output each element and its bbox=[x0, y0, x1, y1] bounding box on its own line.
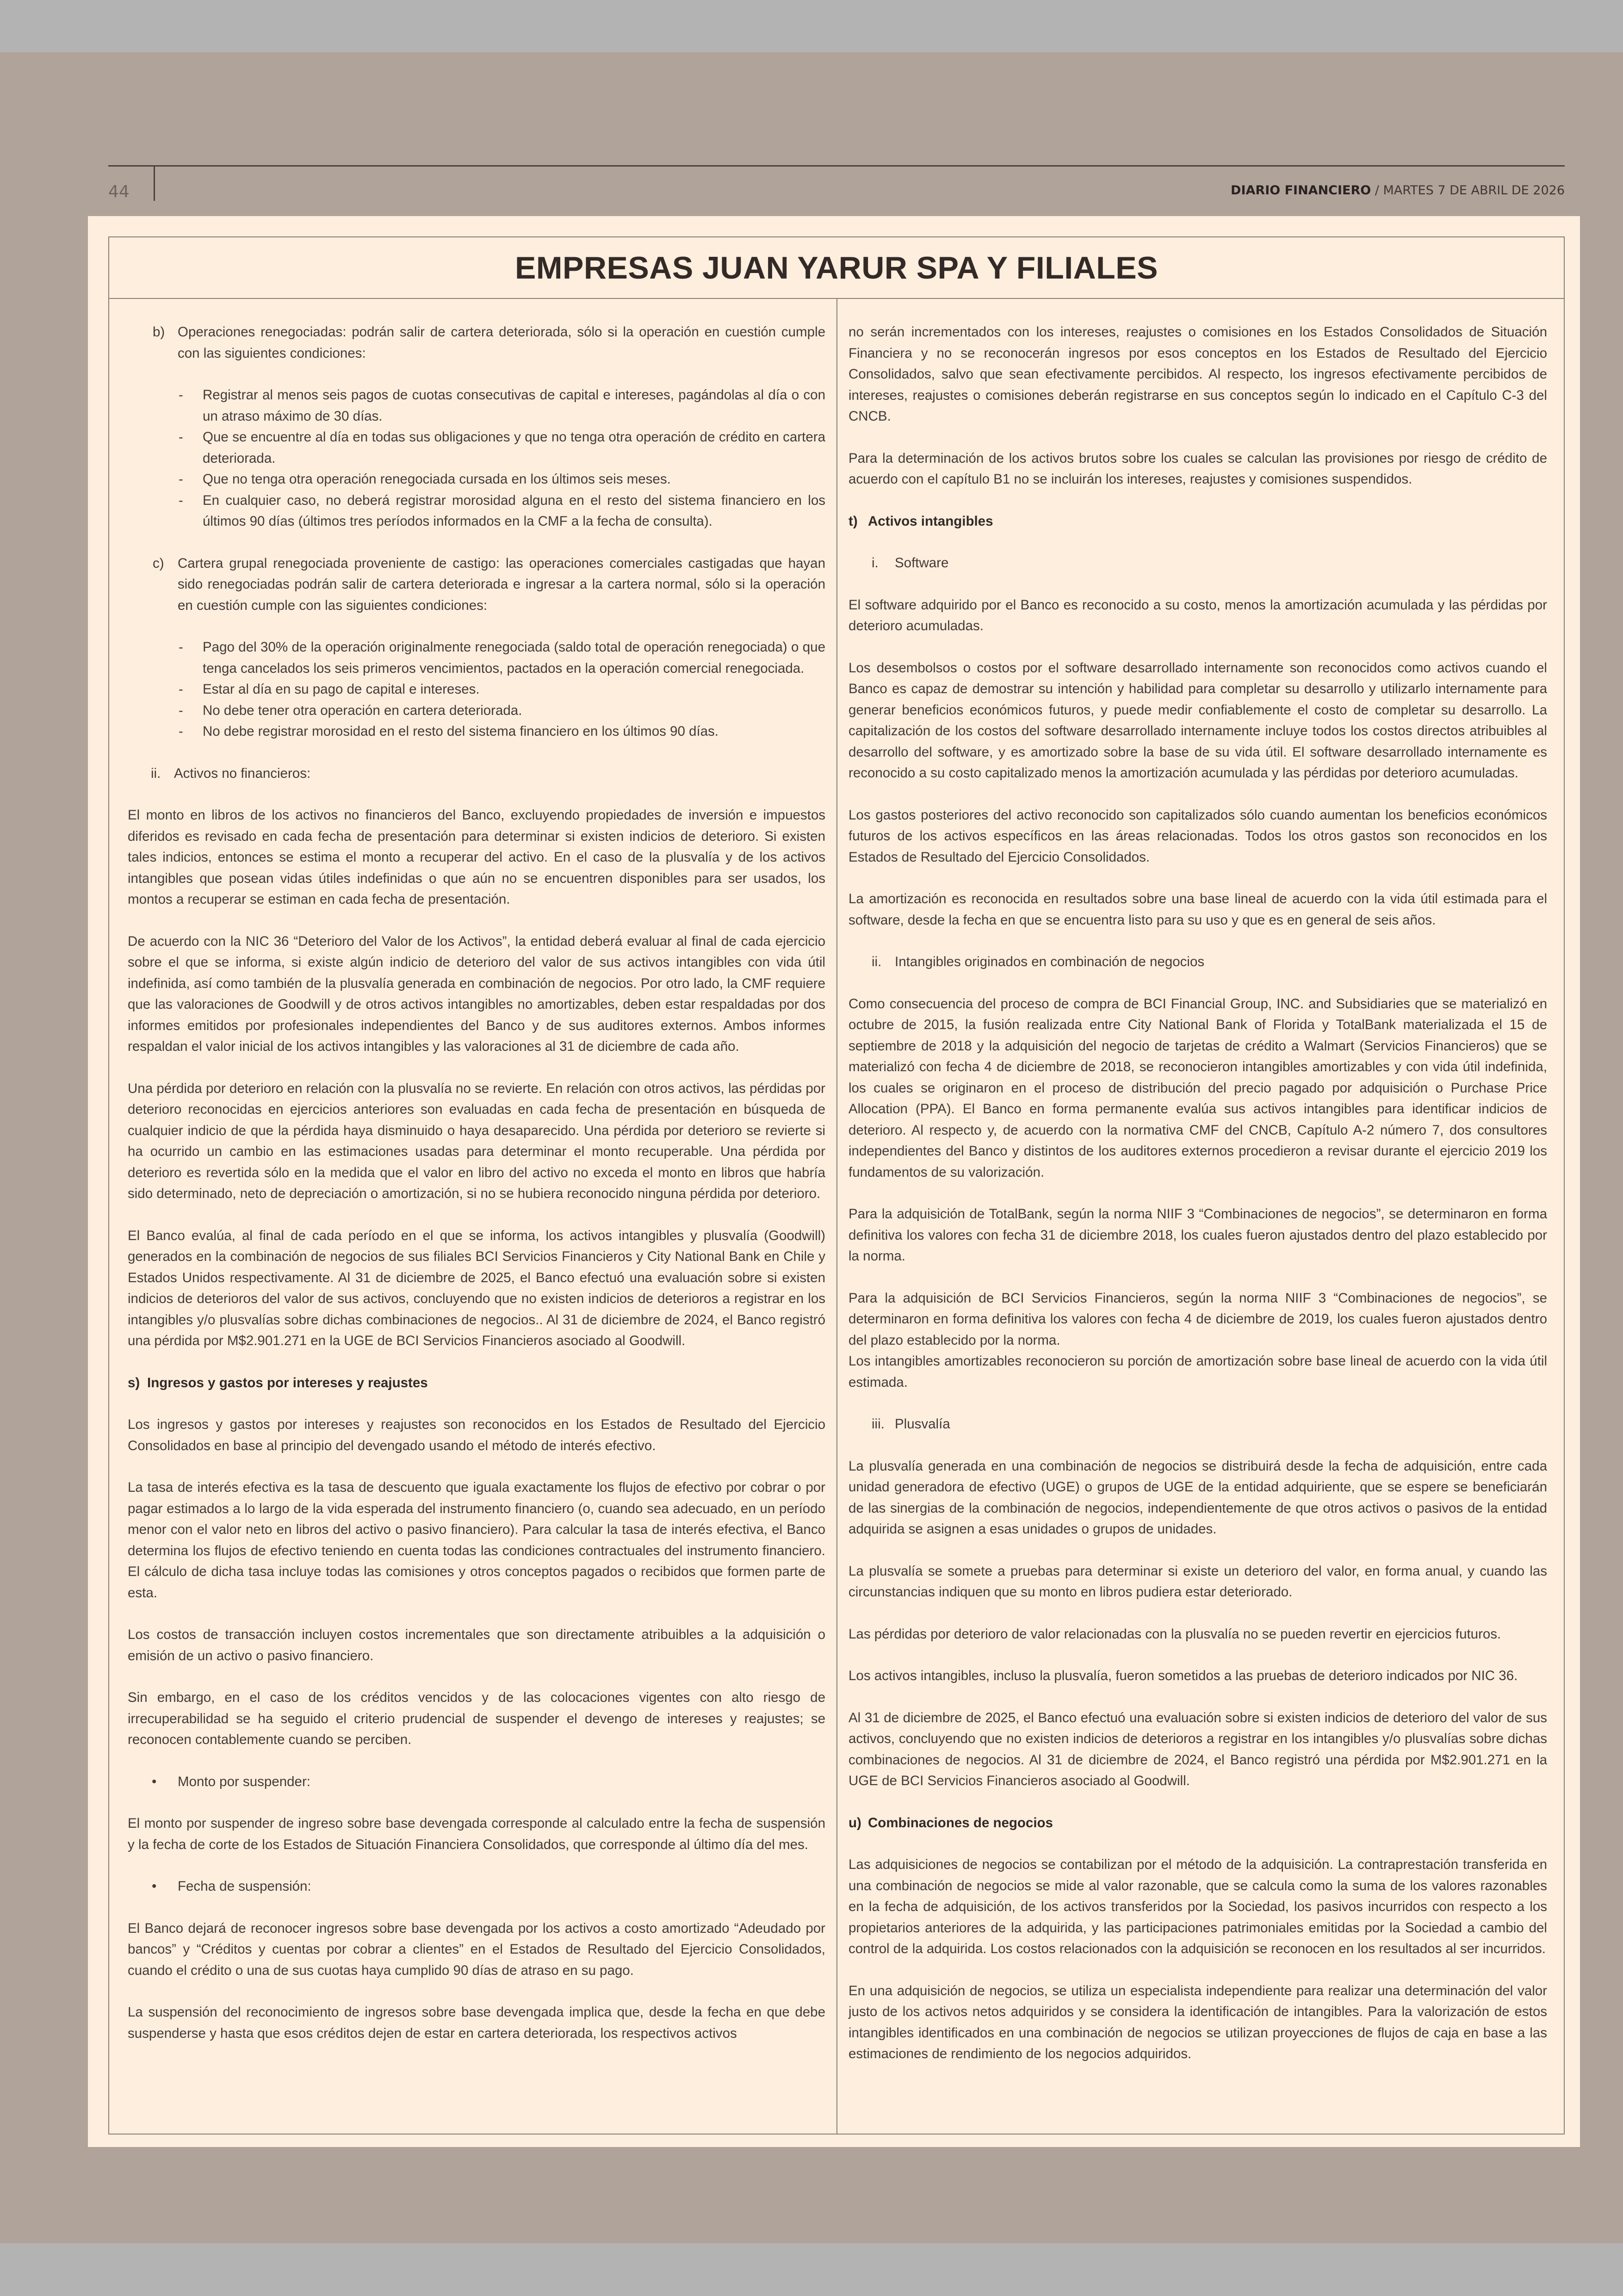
section-t-heading: t) Activos intangibles bbox=[849, 513, 993, 529]
notice-frame bbox=[108, 236, 1565, 2135]
bullet-monto-por-suspender: • Monto por suspender: bbox=[152, 1774, 310, 1789]
paragraph: El software adquirido por el Banco es reconocido a su costo, menos la amortización acumulada y las pérdidas por deterioro acumuladas. bbox=[849, 597, 1547, 633]
item-b-conditions bbox=[128, 385, 825, 532]
column-divider bbox=[836, 299, 837, 2134]
paragraph: Sin embargo, en el caso de los créditos vencidos y de las colocaciones vigentes con alto riesgo de irrecuperabilidad se ha seguido el criterio prudencial de suspender el devengo de intereses y reajustes; se reconocen contablemente cuando se perciben. bbox=[128, 1690, 825, 1747]
paragraph: Los costos de transacción incluyen costos incrementales que son directamente atribuibles a la adquisición o emisión de un activo o pasivo financiero. bbox=[128, 1627, 825, 1663]
item-c-conditions bbox=[128, 637, 825, 742]
paragraph: La suspensión del reconocimiento de ingresos sobre base devengada implica que, desde la fecha en que debe suspenderse y hasta que esos créditos dejen de estar en cartera deteriorada, los respectivos activos bbox=[128, 2004, 825, 2041]
paragraph: El monto en libros de los activos no financieros del Banco, excluyendo propiedades de inversión e impuestos diferidos es revisado en cada fecha de presentación para determinar si existen indicios de deterioro. Si existen tales indicios, entonces se estima el monto a recuperar del activo. En el caso de la plusvalía y de los activos intangibles que posean vidas útiles indefinidas o que aún no se encuentren disponibles para ser usados, los montos a recuperar se estiman en cada fecha de presentación. bbox=[128, 807, 825, 907]
subsection-i-heading: i. Software bbox=[872, 555, 949, 571]
list-item: - Que se encuentre al día en todas sus obligaciones y que no tenga otra operación de crédito en cartera deteriorada. bbox=[179, 429, 825, 466]
paragraph: La plusvalía se somete a pruebas para determinar si existe un deterioro del valor, en forma anual, y cuando las circunstancias indiquen que su monto en libros pudiera estar deteriorado. bbox=[849, 1563, 1547, 1600]
paragraph: Al 31 de diciembre de 2025, el Banco efectuó una evaluación sobre si existen indicios de deterioro del valor de sus activos, concluyendo que no existen indicios de deterioros a registrar en los intangibles y/o plusvalías sobre dichas combinaciones de negocios. Al 31 de diciembre de 2024, el Banco registró una pérdida por M$2.901.271 en la UGE de BCI Servicios Financieros asociado al Goodwill. bbox=[849, 1710, 1547, 1788]
list-item: - Que no tenga otra operación renegociada cursada en los últimos seis meses. bbox=[179, 472, 671, 487]
paragraph: Para la adquisición de BCI Servicios Financieros, según la norma NIIF 3 “Combinaciones de negocios”, se determinaron en forma definitiva los valores con fecha 4 de diciembre de 2019, los cuales fueron ajustados dentro del plazo establecido por la norma. bbox=[849, 1290, 1547, 1348]
section-s-heading: s) Ingresos y gastos por intereses y reajustes bbox=[128, 1375, 428, 1390]
paragraph: Las adquisiciones de negocios se contabilizan por el método de la adquisición. La contraprestación transferida en una combinación de negocios se mide al valor razonable, que se calcula como la suma de los valores razonables en la fecha de adquisición, de los activos transferidos por la Sociedad, los pasivos incurridos con respecto a los propietarios anteriores de la adquirida, y las participaciones patrimoniales emitidas por la Sociedad a cambio del control de la adquirida. Los costos relacionados con la adquisición se reconocen en los resultados al ser incurridos. bbox=[849, 1857, 1547, 1956]
publication-name: DIARIO FINANCIERO bbox=[1231, 183, 1371, 198]
list-item: - Pago del 30% de la operación originalmente renegociada (saldo total de operación renegociada) o que tenga cancelados los seis primeros vencimientos, pactados en la operación comercial renegociada. bbox=[179, 639, 825, 676]
subsection-ii-heading: ii. Intangibles originados en combinación de negocios bbox=[872, 954, 1205, 969]
section-u-heading: u) Combinaciones de negocios bbox=[849, 1815, 1053, 1831]
paragraph: Los gastos posteriores del activo reconocido son capitalizados sólo cuando aumentan los beneficios económicos futuros de los activos específicos en las áreas relacionadas. Todos los otros gastos son reconocidos en los Estados de Resultado del Ejercicio Consolidados. bbox=[849, 807, 1547, 865]
item-c-marker: c) bbox=[153, 555, 164, 571]
item-b bbox=[153, 322, 825, 364]
paragraph: El Banco evalúa, al final de cada período en el que se informa, los activos intangibles y plusvalía (Goodwill) generados en la combinación de negocios de sus filiales BCI Servicios Financieros y City National Bank en Chile y Estados Unidos respectivamente. Al 31 de diciembre de 2025, el Banco efectuó una evaluación sobre si existen indicios de deterioros del valor de sus activos, concluyendo que no existen indicios de deterioros a registrar en los intangibles y/o plusvalías sobre dichas combinaciones de negocios.. Al 31 de diciembre de 2024, el Banco registró una pérdida por M$2.901.271 en la UGE de BCI Servicios Financieros asociado al Goodwill. bbox=[128, 1228, 825, 1348]
subsection-ii-heading: ii. Activos no financieros: bbox=[151, 765, 311, 781]
subsection-iii-heading: iii. Plusvalía bbox=[872, 1416, 950, 1432]
paragraph: Los ingresos y gastos por intereses y reajustes son reconocidos en los Estados de Resultado del Ejercicio Consolidados en base al principio del devengado usando el método de interés efectivo. bbox=[128, 1417, 825, 1453]
title-row bbox=[109, 237, 1564, 299]
paragraph: La amortización es reconocida en resultados sobre una base lineal de acuerdo con la vida útil estimada para el software, desde la fecha en que se encuentra listo para su uso y que es en general de seis años. bbox=[849, 891, 1547, 928]
notice-title: EMPRESAS JUAN YARUR SPA Y FILIALES bbox=[515, 250, 1158, 285]
list-item: - No debe tener otra operación en cartera deteriorada. bbox=[179, 702, 522, 718]
paragraph: En una adquisición de negocios, se utiliza un especialista independiente para realizar una determinación del valor justo de los activos netos adquiridos y se considera la identificación de intangibles. Para la valorización de estos intangibles identificados en una combinación de negocios se utilizan proyecciones de flujos de caja en base a las estimaciones de rendimiento de los negocios adquiridos. bbox=[849, 1983, 1547, 2061]
header-rule bbox=[108, 165, 1565, 167]
paragraph: Los activos intangibles, incluso la plusvalía, fueron sometidos a las pruebas de deterioro indicados por NIC 36. bbox=[849, 1668, 1518, 1683]
item-c-text: Cartera grupal renegociada proveniente de castigo: las operaciones comerciales castigadas que hayan sido renegociadas podrán salir de cartera deteriorada e ingresar a la cartera normal, sólo si la operación en cuestión cumple con las siguientes condiciones: bbox=[178, 555, 825, 613]
publication-date: MARTES 7 DE ABRIL DE 2026 bbox=[1383, 183, 1565, 198]
list-item: - Registrar al menos seis pagos de cuotas consecutivas de capital e intereses, pagándolas al día o con un atraso máximo de 30 días. bbox=[179, 387, 825, 424]
list-item: - No debe registrar morosidad en el resto del sistema financiero en los últimos 90 días. bbox=[179, 724, 719, 739]
header-divider bbox=[154, 165, 155, 201]
left-column bbox=[128, 322, 825, 2065]
paragraph: Una pérdida por deterioro en relación con la plusvalía no se revierte. En relación con otros activos, las pérdidas por deterioro reconocidas en ejercicios anteriores son evaluadas en cada fecha de presentación en búsqueda de cualquier indicio de que la pérdida haya disminuido o haya desaparecido. Una pérdida por deterioro se revierte si ha ocurrido un cambio en las estimaciones usadas para determinar el monto recuperable. Una pérdida por deterioro es revertida sólo en la medida que el valor en libro del activo no exceda el monto en libros que habría sido determinado, neto de depreciación o amortización, si no se hubiera reconocido ninguna pérdida por deterioro. bbox=[128, 1080, 825, 1201]
item-b-marker: b) bbox=[153, 324, 165, 340]
item-c bbox=[153, 553, 825, 616]
page-number: 44 bbox=[108, 182, 130, 201]
paragraph: El monto por suspender de ingreso sobre base devengada corresponde al calculado entre la fecha de suspensión y la fecha de corte de los Estados de Situación Financiera Consolidados, que corresponde al último día del mes. bbox=[128, 1816, 825, 1852]
paragraph: Como consecuencia del proceso de compra de BCI Financial Group, INC. and Subsidiaries que se materializó en octubre de 2015, la fusión realizada entre City National Bank of Florida y TotalBank materializada el 15 de septiembre de 2018 y la adquisición del negocio de tarjetas de crédito a Walmart (Servicios Financieros) que se materializó con fecha 4 de diciembre de 2018, se reconocieron intangibles amortizables y con vida útil indefinida, los cuales se originaron en el proceso de distribución del precio pagado por adquisición o Purchase Price Allocation (PPA). El Banco en forma permanente evalúa sus activos intangibles para identificar indicios de deterioro. Al respecto y, de acuerdo con la normativa CMF del CNCB, Capítulo A-2 número 7, dos consultores independientes del Banco y distintos de los auditores externos procedieron a revisar durante el ejercicio 2019 los fundamentos de su valorización. bbox=[849, 996, 1547, 1180]
masthead bbox=[1231, 183, 1565, 198]
paragraph: Para la adquisición de TotalBank, según la norma NIIF 3 “Combinaciones de negocios”, se determinaron en forma definitiva los valores con fecha 31 de diciembre 2018, los cuales fueron ajustados dentro del plazo establecido por la norma. bbox=[849, 1206, 1547, 1264]
masthead-separator: / bbox=[1371, 183, 1383, 198]
paragraph: La tasa de interés efectiva es la tasa de descuento que iguala exactamente los flujos de efectivo por cobrar o por pagar estimados a lo largo de la vida esperada del instrumento financiero (o, cuando sea adecuado, en un período menor con el valor neto en libros del activo o pasivo financiero). Para calcular la tasa de interés efectiva, el Banco determina los flujos de efectivo teniendo en cuenta todas las condiciones contractuales del instrumento financiero. El cálculo de dicha tasa incluye todas las comisiones y otros conceptos pagados o recibidos que formen parte de esta. bbox=[128, 1480, 825, 1601]
paragraph: no serán incrementados con los intereses, reajustes o comisiones en los Estados Consolidados de Situación Financiera y no se reconocerán ingresos por esos conceptos en los Estados de Resultado del Ejercicio Consolidados, salvo que sean efectivamente percibidos. Al respecto, los ingresos efectivamente percibidos de intereses, reajustes o comisiones deberán registrarse en sus conceptos según lo indicado en el Capítulo C-3 del CNCB. bbox=[849, 324, 1547, 424]
paragraph: La plusvalía generada en una combinación de negocios se distribuirá desde la fecha de adquisición, entre cada unidad generadora de efectivo (UGE) o grupos de UGE de la entidad adquiriente, que se espere se beneficiarán de las sinergias de la combinación de negocios, independientemente de que otros activos o pasivos de la entidad adquirida se asignen a esas unidades o grupos de unidades. bbox=[849, 1458, 1547, 1537]
paragraph: De acuerdo con la NIC 36 “Deterioro del Valor de los Activos”, la entidad deberá evaluar al final de cada ejercicio sobre el que se informa, si existe algún indicio de deterioro del valor de sus activos intangibles con vida útil indefinida, así como también de la plusvalía generada en combinación de negocios. Por otro lado, la CMF requiere que las valoraciones de Goodwill y de otros activos intangibles no amortizables, deben estar respaldadas por dos informes emitidos por profesionales independientes del Banco y de sus auditores externos. Ambos informes respaldan el valor inicial de los activos intangibles y las valoraciones al 31 de diciembre de cada año. bbox=[128, 933, 825, 1054]
list-item: - Estar al día en su pago de capital e intereses. bbox=[179, 682, 480, 697]
item-b-text: Operaciones renegociadas: podrán salir de cartera deteriorada, sólo si la operación en cuestión cumple con las siguientes condiciones: bbox=[178, 324, 825, 361]
paragraph: Para la determinación de los activos brutos sobre los cuales se calculan las provisiones por riesgo de crédito de acuerdo con el capítulo B1 no se incluirán los intereses, reajustes y comisiones suspendidos. bbox=[849, 450, 1547, 487]
list-item: - En cualquier caso, no deberá registrar morosidad alguna en el resto del sistema financiero en los últimos 90 días (últimos tres períodos informados en la CMF a la fecha de consulta). bbox=[179, 492, 825, 529]
paragraph: Los desembolsos o costos por el software desarrollado internamente son reconocidos como activos cuando el Banco es capaz de demostrar su intención y habilidad para completar su desarrollo y utilizarlo internamente para generar beneficios económicos futuros, y puede medir confiablemente el costo de completar su desarrollo. La capitalización de los costos del software desarrollado internamente incluye todos los costos directos atribuibles al desarrollo del software, y es amortizado sobre la base de su vida útil. El software desarrollado internamente es reconocido a su costo capitalizado menos la amortización acumulada y las pérdidas por deterioro acumuladas. bbox=[849, 660, 1547, 781]
paragraph: Los intangibles amortizables reconocieron su porción de amortización sobre base lineal de acuerdo con la vida útil estimada. bbox=[849, 1353, 1547, 1390]
paragraph: Las pérdidas por deterioro de valor relacionadas con la plusvalía no se pueden revertir en ejercicios futuros. bbox=[849, 1626, 1501, 1642]
paragraph: El Banco dejará de reconocer ingresos sobre base devengada por los activos a costo amortizado “Adeudado por bancos” y “Créditos y cuentas por cobrar a clientes” en el Estados de Resultado del Ejercicio Consolidados, cuando el crédito o una de sus cuotas haya cumplido 90 días de atraso en su pago. bbox=[128, 1920, 825, 1978]
bullet-fecha-de-suspension: • Fecha de suspensión: bbox=[152, 1879, 311, 1894]
right-column bbox=[849, 322, 1547, 2085]
